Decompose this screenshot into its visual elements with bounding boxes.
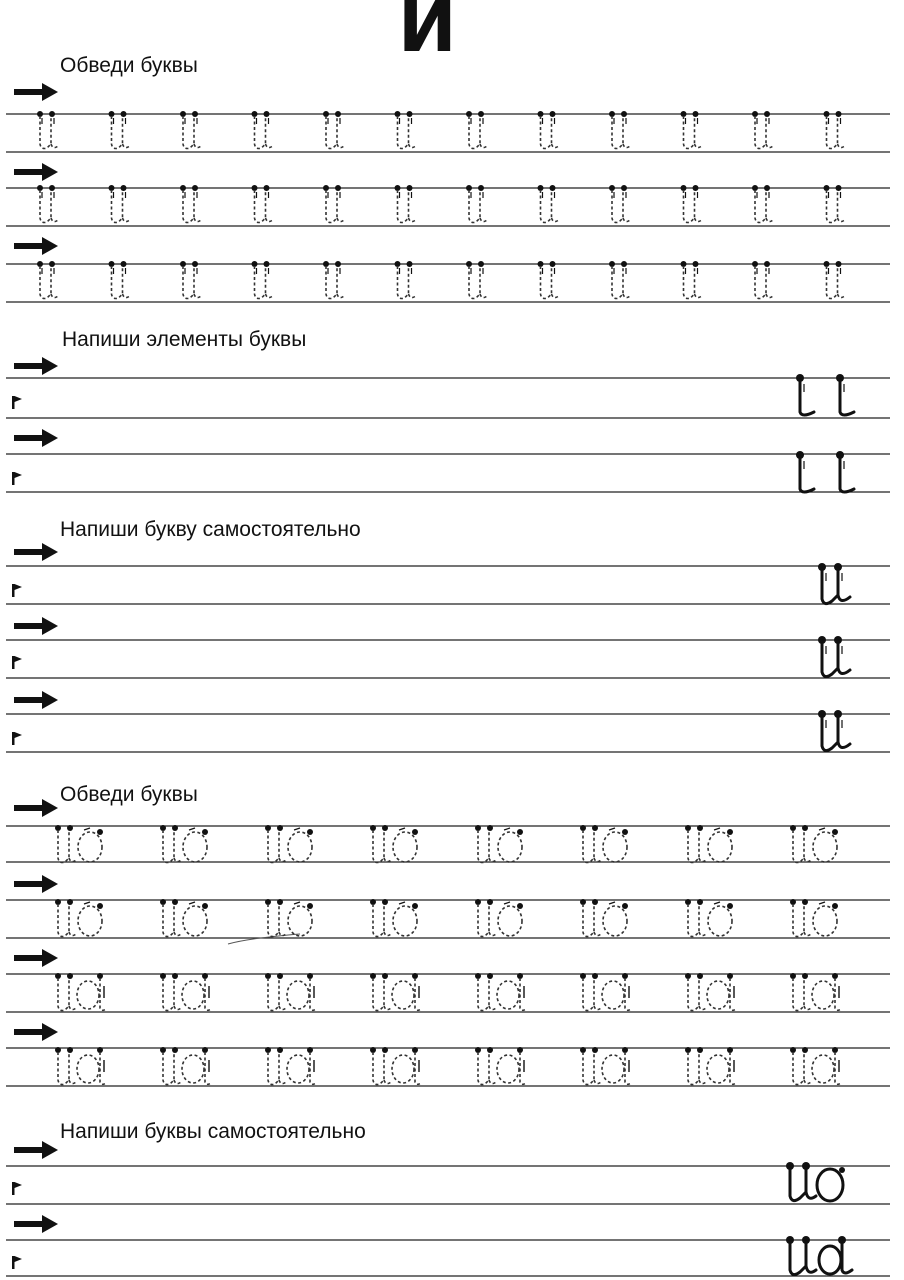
trace-glyph xyxy=(466,185,487,223)
elements-section xyxy=(6,357,890,492)
trace-glyph xyxy=(395,261,416,299)
trace-row-i-1 xyxy=(37,111,845,149)
trace-glyph-pair xyxy=(160,973,211,1011)
trace-glyph-pair xyxy=(475,973,526,1011)
section-heading-trace-2: Обведи буквы xyxy=(60,783,198,806)
trace-glyph xyxy=(752,111,773,149)
right-arrow-icon xyxy=(14,617,58,635)
trace-glyph xyxy=(323,111,344,149)
trace-glyph xyxy=(752,261,773,299)
trace-glyph xyxy=(180,185,201,223)
right-arrow-icon xyxy=(14,1023,58,1041)
trace-glyph xyxy=(252,261,273,299)
section-heading-elements: Напиши элементы буквы xyxy=(62,328,307,351)
trace-glyph xyxy=(538,185,559,223)
element-sample xyxy=(836,451,854,492)
trace-glyph-pair xyxy=(790,899,838,937)
trace-glyph-pair xyxy=(160,899,208,937)
trace-glyph-pair xyxy=(160,825,208,863)
letter-sample xyxy=(818,636,850,677)
trace-glyph xyxy=(180,111,201,149)
right-arrow-icon xyxy=(14,875,58,893)
flag-icon xyxy=(12,1182,22,1195)
trace-glyph-pair xyxy=(475,825,523,863)
section-heading-write-letters: Напиши буквы самостоятельно xyxy=(60,1120,366,1143)
flag-icon xyxy=(12,732,22,745)
trace-glyph xyxy=(395,111,416,149)
trace-glyph-pair xyxy=(685,973,736,1011)
trace-glyph xyxy=(109,111,130,149)
right-arrow-icon xyxy=(14,237,58,255)
trace-glyph-pair xyxy=(370,825,418,863)
letter-sample xyxy=(818,563,850,604)
write-letters-section xyxy=(6,1141,890,1276)
trace-glyph xyxy=(180,261,201,299)
right-arrow-icon xyxy=(14,1141,58,1159)
trace-glyph-pair xyxy=(265,1047,316,1085)
trace-glyph xyxy=(466,111,487,149)
trace-row-io-1 xyxy=(55,825,838,863)
trace-row-i-2 xyxy=(37,185,845,223)
right-arrow-icon xyxy=(14,83,58,101)
trace-glyph-pair xyxy=(265,899,313,937)
trace-glyph xyxy=(681,261,702,299)
trace-glyph-pair xyxy=(580,825,628,863)
trace-glyph xyxy=(824,111,845,149)
trace-glyph xyxy=(395,185,416,223)
trace-glyph xyxy=(609,111,630,149)
trace-glyph xyxy=(609,261,630,299)
trace-glyph-pair xyxy=(685,825,733,863)
trace-glyph xyxy=(37,185,58,223)
trace-glyph-pair xyxy=(55,899,103,937)
trace-glyph xyxy=(109,261,130,299)
trace-glyph xyxy=(323,261,344,299)
trace-glyph-pair xyxy=(265,973,316,1011)
right-arrow-icon xyxy=(14,691,58,709)
trace-glyph-pair xyxy=(265,825,313,863)
trace-glyph xyxy=(37,261,58,299)
trace-row-ia-1 xyxy=(55,973,841,1011)
section-heading-write-letter: Напиши букву самостоятельно xyxy=(60,518,361,541)
trace-glyph-pair xyxy=(370,973,421,1011)
trace-glyph-pair xyxy=(580,973,631,1011)
trace-glyph-pair xyxy=(370,899,418,937)
trace-glyph xyxy=(37,111,58,149)
trace-row-ia-2 xyxy=(55,1047,841,1085)
trace-glyph-pair xyxy=(685,899,733,937)
trace-glyph-pair xyxy=(580,1047,631,1085)
trace-glyph xyxy=(824,261,845,299)
flag-icon xyxy=(12,584,22,597)
element-sample xyxy=(836,374,854,415)
right-arrow-icon xyxy=(14,799,58,817)
letters-sample-io xyxy=(786,1162,845,1201)
element-sample xyxy=(796,451,814,492)
trace-glyph xyxy=(323,185,344,223)
trace-glyph-pair xyxy=(55,825,103,863)
trace-row-io-2 xyxy=(55,899,838,937)
trace-glyph-pair xyxy=(370,1047,421,1085)
trace-glyph-pair xyxy=(475,1047,526,1085)
trace-row-i-3 xyxy=(37,261,845,299)
trace-glyph-pair xyxy=(160,1047,211,1085)
trace-glyph xyxy=(252,111,273,149)
trace-glyph xyxy=(752,185,773,223)
trace-glyph xyxy=(538,261,559,299)
flag-icon xyxy=(12,656,22,669)
trace-glyph-pair xyxy=(790,1047,841,1085)
flag-icon xyxy=(12,396,22,409)
trace-glyph-pair xyxy=(790,825,838,863)
section-heading-trace-1: Обведи буквы xyxy=(60,54,198,77)
right-arrow-icon xyxy=(14,949,58,967)
trace-glyph xyxy=(824,185,845,223)
right-arrow-icon xyxy=(14,429,58,447)
letters-sample-ia xyxy=(786,1236,852,1275)
right-arrow-icon xyxy=(14,357,58,375)
right-arrow-icon xyxy=(14,543,58,561)
trace-glyph xyxy=(109,185,130,223)
trace-glyph-pair xyxy=(685,1047,736,1085)
trace-glyph-pair xyxy=(790,973,841,1011)
flag-icon xyxy=(12,1256,22,1269)
right-arrow-icon xyxy=(14,1215,58,1233)
trace-glyph-pair xyxy=(55,1047,106,1085)
right-arrow-icon xyxy=(14,163,58,181)
trace-section-2 xyxy=(6,799,890,1086)
trace-glyph xyxy=(252,185,273,223)
trace-glyph-pair xyxy=(55,973,106,1011)
trace-glyph xyxy=(681,185,702,223)
element-sample xyxy=(796,374,814,415)
trace-glyph-pair xyxy=(475,899,523,937)
trace-glyph xyxy=(466,261,487,299)
trace-glyph xyxy=(538,111,559,149)
trace-glyph xyxy=(609,185,630,223)
write-letter-section xyxy=(6,543,890,752)
flag-icon xyxy=(12,472,22,485)
trace-glyph xyxy=(681,111,702,149)
letter-sample xyxy=(818,710,850,751)
page-title-letter: И xyxy=(398,0,457,68)
trace-glyph-pair xyxy=(580,899,628,937)
